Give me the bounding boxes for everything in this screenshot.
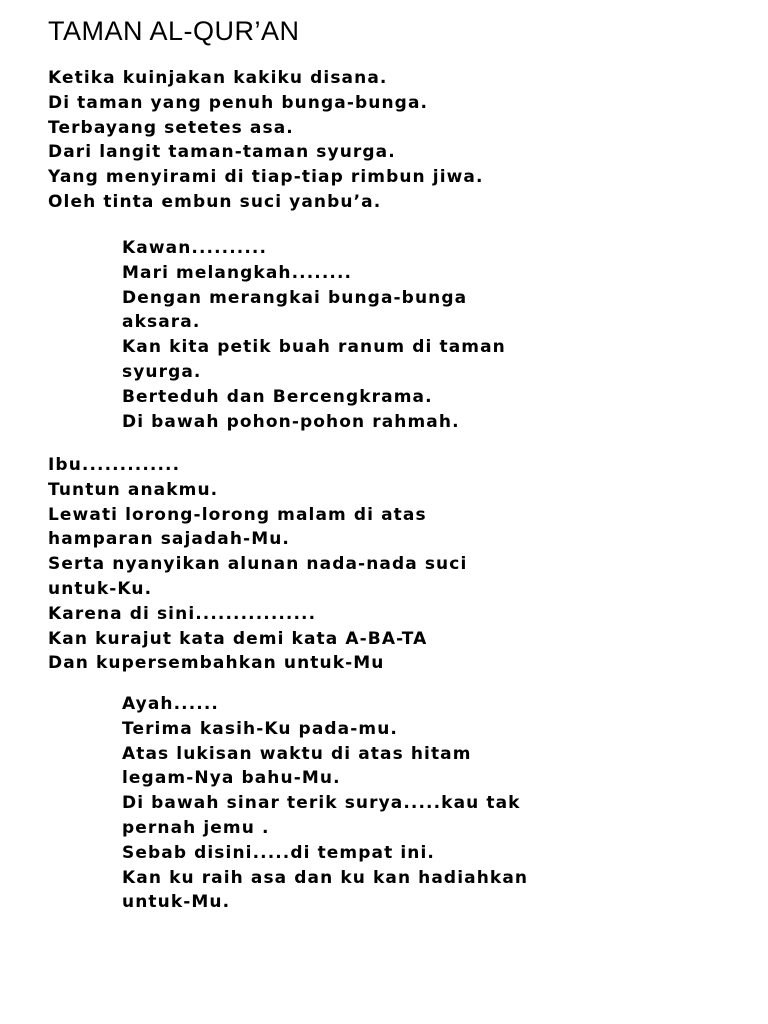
poem-line: Di taman yang penuh bunga-bunga. <box>48 92 429 113</box>
poem-line: Terbayang setetes asa. <box>48 117 294 138</box>
poem-line: pernah jemu . <box>122 817 270 838</box>
poem-line: Oleh tinta embun suci yanbu’a. <box>48 191 382 212</box>
poem-line: Kan ku raih asa dan ku kan hadiahkan <box>122 867 529 888</box>
poem-line: aksara. <box>122 312 201 333</box>
poem-line: untuk-Mu. <box>122 892 231 913</box>
poem-line: Di bawah pohon-pohon rahmah. <box>122 411 460 432</box>
stanza-3 <box>48 453 467 676</box>
poem-line: Lewati lorong-lorong malam di atas <box>48 504 427 525</box>
poem-title: TAMAN AL-QUR’AN <box>48 16 300 46</box>
poem-line: hamparan sajadah-Mu. <box>48 529 290 550</box>
poem-line: Atas lukisan waktu di atas hitam <box>122 743 472 764</box>
poem-line: Ibu............. <box>48 455 181 475</box>
poem-line: Berteduh dan Bercengkrama. <box>122 386 433 407</box>
poem-line: Yang menyirami di tiap-tiap rimbun jiwa. <box>48 167 484 188</box>
poem-line: untuk-Ku. <box>48 578 153 599</box>
poem-line: Kawan.......... <box>122 238 268 258</box>
poem-line: Tuntun anakmu. <box>48 479 219 500</box>
poem-line: Ketika kuinjakan kakiku disana. <box>48 68 388 88</box>
poem-line: Ayah...... <box>122 694 219 714</box>
stanza-1 <box>48 66 484 215</box>
poem-line: Kan kurajut kata demi kata A-BA-TA <box>48 628 428 649</box>
poem-line: Terima kasih-Ku pada-mu. <box>122 718 398 739</box>
poem-line: Di bawah sinar terik surya.....kau tak <box>122 793 521 814</box>
stanza-2 <box>122 236 506 434</box>
stanza-4 <box>122 692 528 915</box>
poem-line: Mari melangkah........ <box>122 262 353 283</box>
poem-line: syurga. <box>122 361 202 382</box>
poem-line: Kan kita petik buah ranum di taman <box>122 337 506 358</box>
poem-line: Sebab disini.....di tempat ini. <box>122 842 435 863</box>
poem-line: Dari langit taman-taman syurga. <box>48 142 396 163</box>
poem-line: Karena di sini................ <box>48 603 317 624</box>
poem-line: Serta nyanyikan alunan nada-nada suci <box>48 554 468 575</box>
poem-line: legam-Nya bahu-Mu. <box>122 768 341 789</box>
poem-line: Dengan merangkai bunga-bunga <box>122 287 468 308</box>
poem-line: Dan kupersembahkan untuk-Mu <box>48 653 385 674</box>
